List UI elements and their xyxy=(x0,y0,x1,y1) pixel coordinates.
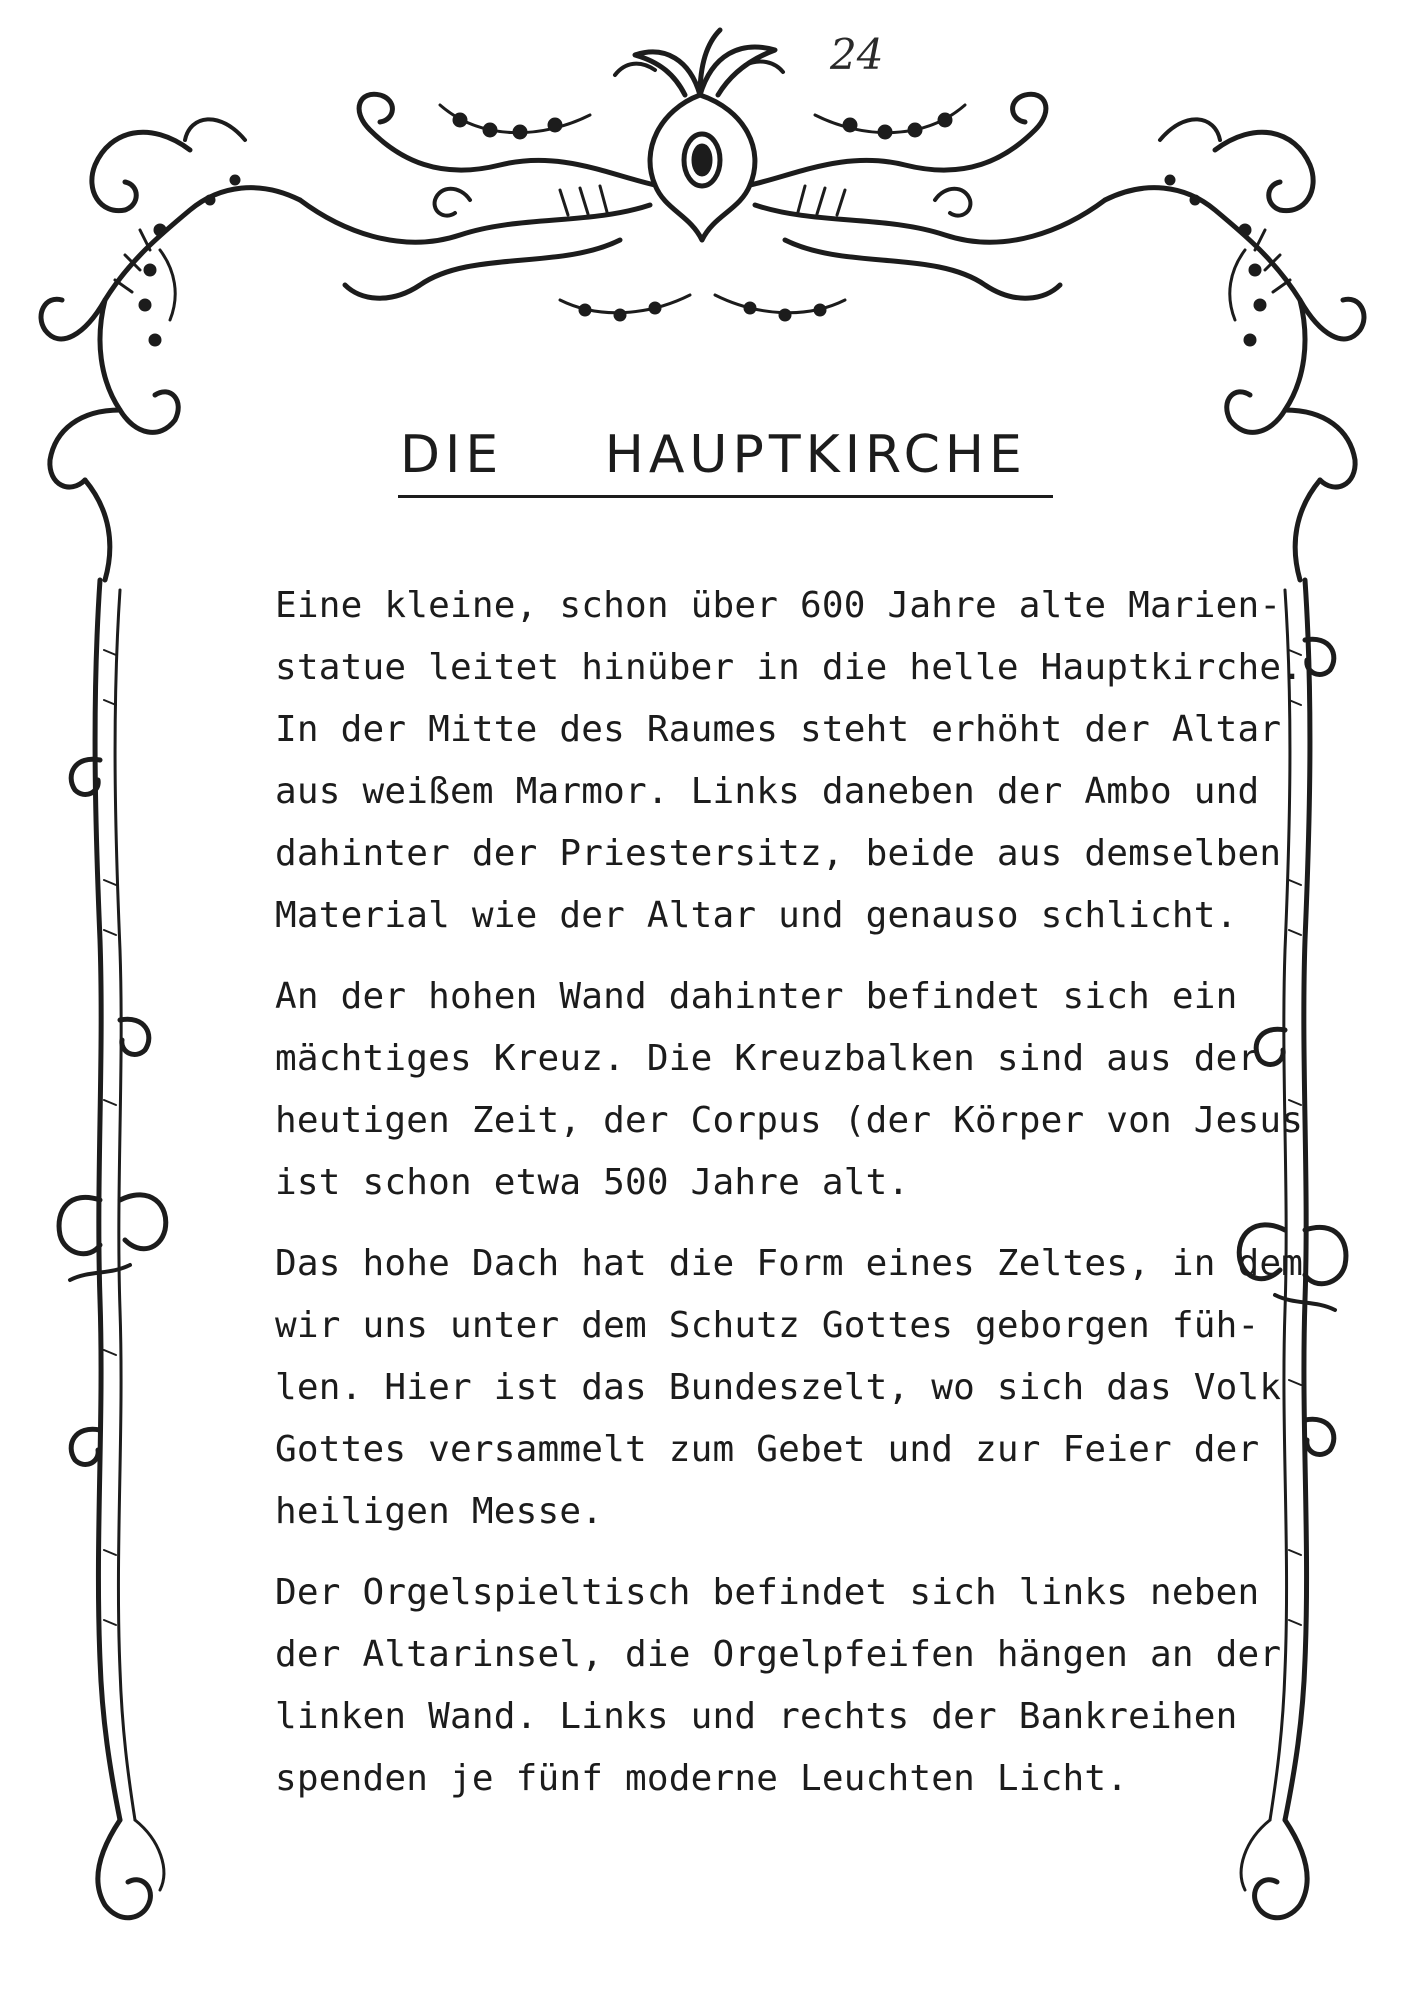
top-left-leaf-clusters xyxy=(139,175,240,346)
text-line: ist schon etwa 500 Jahre alt. xyxy=(275,1162,910,1203)
text-line: dahinter der Priestersitz, beide aus demselben xyxy=(275,833,1282,874)
text-line: In der Mitte des Raumes steht erhöht der Altar xyxy=(275,709,1282,750)
text-line: der Altarinsel, die Orgelpfeifen hängen an der xyxy=(275,1634,1282,1675)
top-left-corner-ornament xyxy=(41,119,300,580)
text-line: An der hohen Wand dahinter befindet sich ein xyxy=(275,976,1238,1017)
text-line: linken Wand. Links und rechts der Bankreihen xyxy=(275,1696,1238,1737)
paragraph-3 xyxy=(275,1233,1304,1543)
paragraph-4 xyxy=(275,1562,1282,1810)
text-line: aus weißem Marmor. Links daneben der Ambo und xyxy=(275,771,1260,812)
text-line: heiligen Messe. xyxy=(275,1491,604,1532)
page-title: DIE HAUPTKIRCHE xyxy=(400,425,1027,485)
text-line: Der Orgelspieltisch befindet sich links neben xyxy=(275,1572,1260,1613)
top-crest-ornament xyxy=(300,30,1105,313)
paragraph-1 xyxy=(275,575,1304,947)
title-underline xyxy=(398,495,1053,498)
left-pillar-ornament xyxy=(59,580,166,1918)
text-line: statue leitet hinüber in die helle Hauptkirche. xyxy=(275,647,1304,688)
text-line: heutigen Zeit, der Corpus (der Körper von Jesus xyxy=(275,1100,1304,1141)
top-right-leaf-clusters xyxy=(1165,175,1266,346)
text-line: len. Hier ist das Bundeszelt, wo sich das Volk xyxy=(275,1367,1282,1408)
paragraph-2 xyxy=(275,966,1304,1214)
text-line: Gottes versammelt zum Gebet und zur Feier der xyxy=(275,1429,1260,1470)
top-right-corner-ornament xyxy=(1105,119,1364,580)
text-line: Eine kleine, schon über 600 Jahre alte Marien- xyxy=(275,585,1282,626)
text-line: wir uns unter dem Schutz Gottes geborgen füh- xyxy=(275,1305,1260,1346)
text-line: Das hohe Dach hat die Form eines Zeltes, in dem xyxy=(275,1243,1304,1284)
text-line: spenden je fünf moderne Leuchten Licht. xyxy=(275,1758,1129,1799)
text-line: Material wie der Altar und genauso schlicht. xyxy=(275,895,1238,936)
page-number: 24 xyxy=(830,30,884,79)
body-text xyxy=(275,575,1304,1829)
text-line: mächtiges Kreuz. Die Kreuzbalken sind aus der xyxy=(275,1038,1260,1079)
